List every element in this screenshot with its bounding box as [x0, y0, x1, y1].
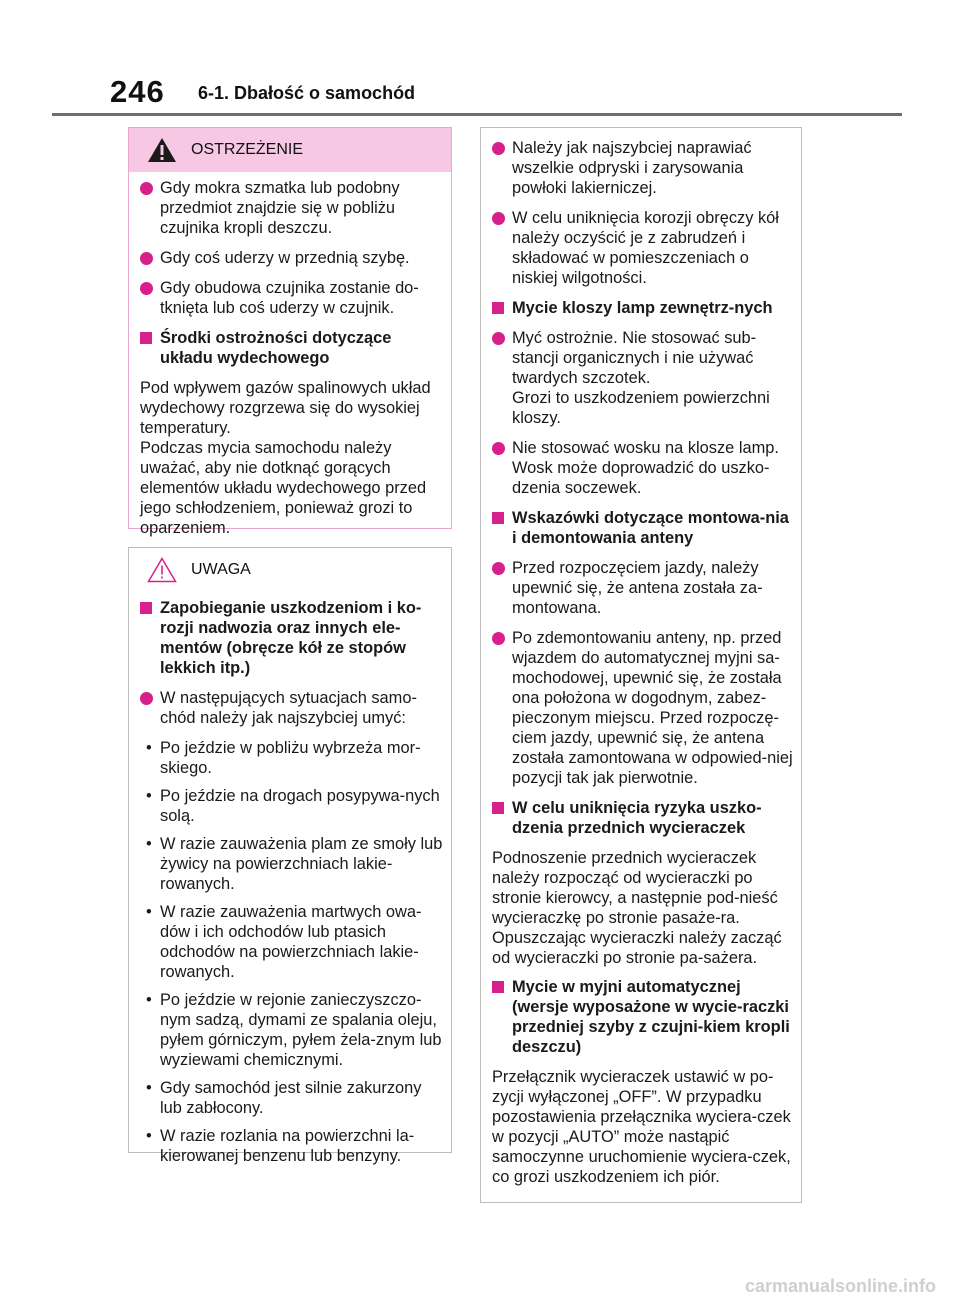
page-number: 246: [110, 74, 165, 109]
circle-bullet-icon: [492, 142, 505, 155]
circle-bullet-icon: [140, 252, 153, 265]
list-item: Po zdemontowaniu anteny, np. przed wjazdem do automatycznej myjni sa-mochodowej, upewnić się, że została ona położona w dogodnym, zabez-pieczonym miejscu. Przed rozpoczę-ciem jazdy, upewnić się, że antena została zamontowana w odpowied-niej pozycji tak jak pierwotnie.: [492, 628, 793, 788]
warning-body: [140, 178, 443, 547]
paragraph: Przełącznik wycieraczek ustawić w po-zycji wyłączonej „OFF”. W przypadku pozostawienia przełącznika wyciera-czek w pozycji „AUTO” może nastąpić samoczynne uruchomienie wyciera-czek, co grozi uszkodzeniem ich piór.: [492, 1068, 791, 1186]
list-item: Gdy mokra szmatka lub podobny przedmiot znajdzie się w pobliżu czujnika kropli deszczu.: [140, 178, 443, 238]
list-item: • Po jeździe w pobliżu wybrzeża mor-skiego.: [146, 739, 421, 777]
subheading: Środki ostrożności dotyczące układu wydechowego: [140, 328, 443, 368]
circle-bullet-icon: [140, 182, 153, 195]
notice-box: [128, 547, 452, 1165]
list-item: Myć ostrożnie. Nie stosować sub-stancji organicznych i nie używać twardych szczotek. Grozi to uszkodzeniem powierzchni kloszy.: [492, 328, 793, 428]
watermark: carmanualsonline.info: [744, 1276, 936, 1296]
caution-triangle-icon: [147, 557, 177, 583]
list-item: Nie stosować wosku na klosze lamp. Wosk może doprowadzić do uszko-dzenia soczewek.: [492, 438, 793, 498]
warning-triangle-icon: [147, 137, 177, 163]
circle-bullet-icon: [492, 442, 505, 455]
square-bullet-icon: [140, 602, 152, 614]
section-title: 6-1. Dbałość o samochód: [198, 83, 416, 103]
circle-bullet-icon: [492, 632, 505, 645]
warning-box: [128, 127, 452, 537]
list-item: • Po jeździe w rejonie zanieczyszczo-nym sadzą, dymami ze spalania oleju, pyłem górniczym, pyłem żela-znym lub wyziewami chemicznymi.: [146, 991, 442, 1069]
subheading: Wskazówki dotyczące montowa-nia i demontowania anteny: [492, 508, 793, 548]
square-bullet-icon: [492, 512, 504, 524]
notice-continuation-box: [480, 127, 802, 1203]
notice-continuation-body: [492, 138, 793, 1196]
list-item: Gdy obudowa czujnika zostanie do-tknięta lub coś uderzy w czujnik.: [140, 278, 443, 318]
subheading: Zapobieganie uszkodzeniom i ko-rozji nadwozia oraz innych ele-mentów (obręcze kół ze stopów lekkich itp.): [140, 598, 443, 678]
notice-label: UWAGA: [191, 561, 251, 578]
list-item: W następujących sytuacjach samo-chód należy jak najszybciej umyć:: [140, 688, 443, 728]
header-rule: [52, 113, 902, 116]
list-item: Przed rozpoczęciem jazdy, należy upewnić się, że antena została za-montowana.: [492, 558, 793, 618]
paragraph: Podczas mycia samochodu należy uważać, aby nie dotknąć gorących elementów układu wydechowego przed jego schłodzeniem, ponieważ grozi to oparzeniem.: [140, 439, 427, 537]
circle-bullet-icon: [140, 282, 153, 295]
square-bullet-icon: [492, 981, 504, 993]
subheading: Mycie kloszy lamp zewnętrz-nych: [492, 298, 793, 318]
circle-bullet-icon: [492, 332, 505, 345]
circle-bullet-icon: [492, 212, 505, 225]
list-item: • W razie zauważenia martwych owa-dów i ich odchodów lub ptasich odchodów na powierzchniach lakie-rowanych.: [146, 903, 422, 981]
paragraph: Podnoszenie przednich wycieraczek należy rozpocząć od wycieraczki po stronie kierowcy, a następnie pod-nieść wycieraczkę po stronie pasaże-ra. Opuszczając wycieraczki należy zacząć od wycieraczki po stronie pa-sażera.: [492, 849, 782, 967]
notice-header: [129, 548, 451, 592]
circle-bullet-icon: [492, 562, 505, 575]
square-bullet-icon: [492, 802, 504, 814]
list-item: • W razie rozlania na powierzchni la-kierowanej benzenu lub benzyny.: [146, 1127, 415, 1165]
list-item: Należy jak najszybciej naprawiać wszelkie odpryski i zarysowania powłoki lakierniczej.: [492, 138, 793, 198]
list-item: Gdy coś uderzy w przednią szybę.: [140, 248, 443, 268]
list-item: • Gdy samochód jest silnie zakurzony lub zabłocony.: [146, 1079, 422, 1117]
notice-body: [140, 598, 443, 1174]
paragraph: Pod wpływem gazów spalinowych układ wydechowy rozgrzewa się do wysokiej temperatury.: [140, 379, 431, 437]
subheading: Mycie w myjni automatycznej (wersje wyposażone w wycie-raczki przedniej szyby z czujni-kiem kropli deszczu): [492, 977, 793, 1057]
list-item: W celu uniknięcia korozji obręczy kół należy oczyścić je z zabrudzeń i składować w pomieszczeniach o niskiej wilgotności.: [492, 208, 793, 288]
warning-header: [129, 128, 451, 172]
square-bullet-icon: [140, 332, 152, 344]
square-bullet-icon: [492, 302, 504, 314]
list-item: • Po jeździe na drogach posypywa-nych solą.: [146, 787, 440, 825]
subheading: W celu uniknięcia ryzyka uszko-dzenia przednich wycieraczek: [492, 798, 793, 838]
warning-label: OSTRZEŻENIE: [191, 141, 304, 158]
circle-bullet-icon: [140, 692, 153, 705]
list-item: • W razie zauważenia plam ze smoły lub żywicy na powierzchniach lakie-rowanych.: [146, 835, 443, 893]
page-header: [0, 0, 960, 120]
